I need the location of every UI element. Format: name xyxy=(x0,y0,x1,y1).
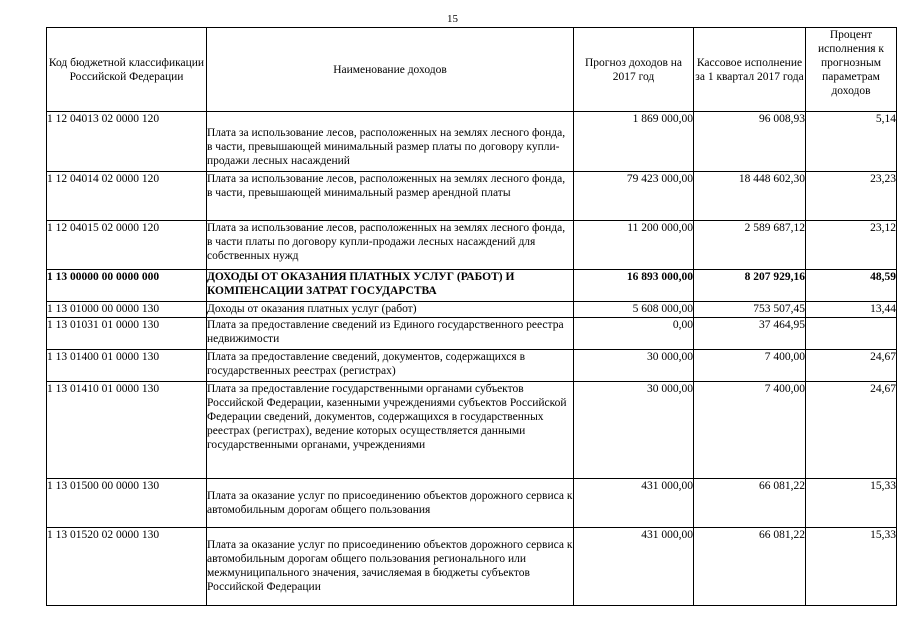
table-row xyxy=(47,528,897,606)
row-cash: 96 008,93 xyxy=(694,112,806,172)
row-percent: 5,14 xyxy=(806,112,897,172)
row-percent: 23,12 xyxy=(806,221,897,270)
row-cash: 37 464,95 xyxy=(694,318,806,350)
row-percent: 24,67 xyxy=(806,382,897,479)
row-cash: 18 448 602,30 xyxy=(694,172,806,221)
header-percent: Процент исполнения к прогнозным параметрам доходов xyxy=(806,28,897,112)
row-name-text: ДОХОДЫ ОТ ОКАЗАНИЯ ПЛАТНЫХ УСЛУГ (РАБОТ) И КОМПЕНСАЦИИ ЗАТРАТ ГОСУДАРСТВА xyxy=(207,271,515,297)
row-code: 1 12 04014 02 0000 120 xyxy=(47,172,207,221)
table-row xyxy=(47,382,897,479)
row-name xyxy=(207,172,574,221)
table-row xyxy=(47,221,897,270)
row-name-text: Плата за предоставление сведений, документов, содержащихся в государственных реестрах (регистрах) xyxy=(207,351,526,377)
revenue-table xyxy=(46,27,897,606)
row-percent: 48,59 xyxy=(806,270,897,302)
table-row xyxy=(47,350,897,382)
row-code: 1 13 01410 01 0000 130 xyxy=(47,382,207,479)
row-code: 1 13 01400 01 0000 130 xyxy=(47,350,207,382)
row-percent: 15,33 xyxy=(806,479,897,528)
row-cash: 7 400,00 xyxy=(694,350,806,382)
row-name-text: Плата за оказание услуг по присоединению объектов дорожного сервиса к автомобильным дорогам общего пользования регионального или межмуниципального значения, зачисляемая в бюджеты субъектов Российской Федерации xyxy=(207,539,573,593)
row-cash: 66 081,22 xyxy=(694,528,806,606)
row-percent xyxy=(806,318,897,350)
row-name xyxy=(207,382,574,479)
row-cash: 2 589 687,12 xyxy=(694,221,806,270)
page-number: 15 xyxy=(447,13,458,25)
row-cash: 7 400,00 xyxy=(694,382,806,479)
row-name-text: Доходы от оказания платных услуг (работ) xyxy=(207,303,417,315)
row-forecast: 0,00 xyxy=(574,318,694,350)
row-name xyxy=(207,270,574,302)
header-forecast: Прогноз доходов на 2017 год xyxy=(574,28,694,112)
header-code: Код бюджетной классификации Российской Федерации xyxy=(47,28,207,112)
row-percent: 23,23 xyxy=(806,172,897,221)
row-forecast: 30 000,00 xyxy=(574,382,694,479)
header-name: Наименование доходов xyxy=(207,28,574,112)
row-name-text: Плата за использование лесов, расположенных на землях лесного фонда, в части платы по договору купли-продажи лесных насаждений для собственных нужд xyxy=(207,222,566,262)
row-percent: 24,67 xyxy=(806,350,897,382)
row-code: 1 13 01000 00 0000 130 xyxy=(47,302,207,318)
row-forecast: 431 000,00 xyxy=(574,528,694,606)
table-row xyxy=(47,112,897,172)
row-code: 1 12 04013 02 0000 120 xyxy=(47,112,207,172)
row-percent: 13,44 xyxy=(806,302,897,318)
row-code: 1 12 04015 02 0000 120 xyxy=(47,221,207,270)
row-forecast: 1 869 000,00 xyxy=(574,112,694,172)
table-row-section xyxy=(47,270,897,302)
row-name-text: Плата за предоставление государственными органами субъектов Российской Федерации, казенными учреждениями субъектов Российской Федерации сведений, документов, содержащихся в государственных реестрах (регистрах), ведение которых осуществляется данными государственными органами, учреждениями xyxy=(207,383,567,451)
row-name xyxy=(207,528,574,606)
row-code: 1 13 00000 00 0000 000 xyxy=(47,270,207,302)
table-row xyxy=(47,302,897,318)
row-forecast: 431 000,00 xyxy=(574,479,694,528)
row-name-text: Плата за использование лесов, расположенных на землях лесного фонда, в части, превышающей минимальный размер арендной платы xyxy=(207,173,566,199)
table-row xyxy=(47,172,897,221)
row-cash: 66 081,22 xyxy=(694,479,806,528)
row-name xyxy=(207,479,574,528)
row-forecast: 16 893 000,00 xyxy=(574,270,694,302)
table-header-row xyxy=(47,28,897,112)
row-forecast: 11 200 000,00 xyxy=(574,221,694,270)
row-code: 1 13 01520 02 0000 130 xyxy=(47,528,207,606)
table-row xyxy=(47,318,897,350)
row-name-text: Плата за использование лесов, расположенных на землях лесного фонда, в части, превышающей минимальный размер платы по договору купли-продажи лесных насаждений xyxy=(207,127,566,167)
row-percent: 15,33 xyxy=(806,528,897,606)
row-name-text: Плата за оказание услуг по присоединению объектов дорожного сервиса к автомобильным дорогам общего пользования xyxy=(207,490,573,516)
row-name xyxy=(207,350,574,382)
row-cash: 8 207 929,16 xyxy=(694,270,806,302)
row-forecast: 30 000,00 xyxy=(574,350,694,382)
row-forecast: 5 608 000,00 xyxy=(574,302,694,318)
header-cash: Кассовое исполнение за 1 квартал 2017 года xyxy=(694,28,806,112)
row-forecast: 79 423 000,00 xyxy=(574,172,694,221)
row-cash: 753 507,45 xyxy=(694,302,806,318)
row-name-text: Плата за предоставление сведений из Единого государственного реестра недвижимости xyxy=(207,319,564,345)
row-code: 1 13 01031 01 0000 130 xyxy=(47,318,207,350)
row-name xyxy=(207,221,574,270)
row-name xyxy=(207,302,574,318)
table-row xyxy=(47,479,897,528)
row-name xyxy=(207,112,574,172)
row-code: 1 13 01500 00 0000 130 xyxy=(47,479,207,528)
row-name xyxy=(207,318,574,350)
